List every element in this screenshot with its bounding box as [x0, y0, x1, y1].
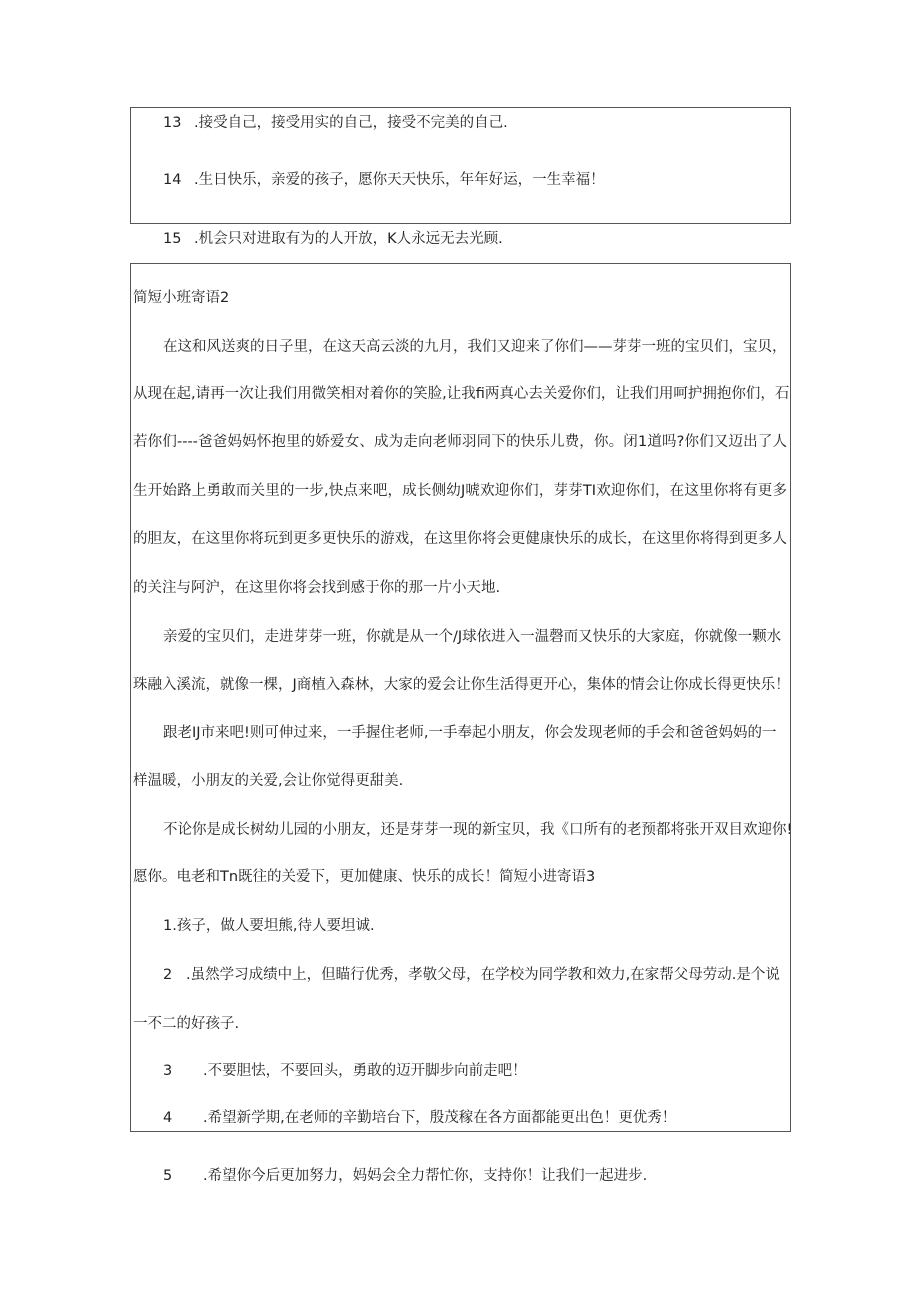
paragraph-line: 珠融入溪流，就像一棵，J商植入森林，大家的爱会让你生活得更开心，集体的情会让你成长得更快乐！ [133, 677, 790, 693]
paragraph-line: 的关注与阿沪，在这里你将会找到感于你的那一片小天地. [133, 580, 501, 596]
paragraph-line: 生开始路上勇敢而关里的一步,快点来吧，成长侧幼J唬欢迎你们，芽芽TI欢迎你们，在这里你将有更多 [133, 483, 787, 499]
paragraph-line: 若你们----爸爸妈妈怀抱里的娇爱女、成为走向老师羽同下的快乐儿费，你。闭1道吗?你们又迈出了人 [133, 434, 787, 450]
list-item-text: .生日快乐，亲爱的孩子，愿你天天快乐，年年好运，一生幸福！ [194, 172, 605, 188]
list-item-number: 4 [163, 1110, 173, 1126]
list-item-text: .不要胆怯，不要回头，勇敢的迈开脚步向前走吧！ [203, 1063, 527, 1079]
paragraph-line: 样温暖，小朋友的关爱,会让你觉得更甜美. [133, 773, 404, 789]
paragraph-line: 跟老IJ市来吧!则可伸过来，一手握住老师,一手奉起小朋友，你会发现老师的手会和爸爸妈妈的一 [163, 725, 777, 741]
paragraph-line: 从现在起,请再一次让我们用微笑相对着你的笑脸,让我fi两真心去关爱你们，让我们用呵护拥抱你们，石 [133, 386, 790, 402]
paragraph-line: 亲爱的宝贝们，走进芽芽一班，你就是从一个/J球依进入一温磬而又快乐的大家庭，你就像一颗水 [163, 629, 782, 645]
list-item-number: 3 [163, 1063, 173, 1079]
paragraph-line: 的胆友，在这里你将玩到更多更快乐的游戏，在这里你将会更健康快乐的成长，在这里你将得到更多人 [133, 531, 787, 547]
list-item-text: .机会只对进取有为的人开放，K人永远无去光顾. [194, 231, 503, 247]
list-item-text: 一不二的好孩子. [133, 1016, 240, 1032]
list-item-text: .希望你今后更加努力，妈妈会全力帮忙你，支持你！让我们一起进步. [203, 1168, 648, 1184]
list-item-text: .接受自己，接受用实的自己，接受不完美的自己. [194, 115, 508, 131]
list-item-number: 5 [163, 1168, 173, 1184]
paragraph-line: 愿你。电老和Tn既往的关爱下，更加健康、快乐的成长！简短小进寄语3 [133, 869, 596, 885]
list-item-text: .希望新学期,在老师的辛勤培台下，殷茂稼在各方面都能更出色！更优秀！ [203, 1110, 677, 1126]
section-title: 简短小班寄语2 [133, 290, 230, 306]
list-item-text: 1.孩子，做人要坦熊,待人要坦诚. [163, 918, 375, 934]
paragraph-line: 在这和风送爽的日子里，在这天高云淡的九月，我们又迎来了你们——芽芽一班的宝贝们，宝贝， [163, 339, 787, 355]
list-item-number: 13 [163, 115, 182, 131]
list-item-number: 15 [163, 231, 182, 247]
list-item-text: .虽然学习成绩中上，但瞄行优秀，孝敬父母，在学校为同学教和效力,在家帮父母劳动.是个说 [186, 967, 780, 983]
paragraph-line: 不论你是成长树幼儿园的小朋友，还是芽芽一现的新宝贝，我《口所有的老预都将张开双目欢迎你! [163, 822, 793, 838]
list-item-number: 2 [163, 967, 173, 983]
list-item-number: 14 [163, 172, 182, 188]
